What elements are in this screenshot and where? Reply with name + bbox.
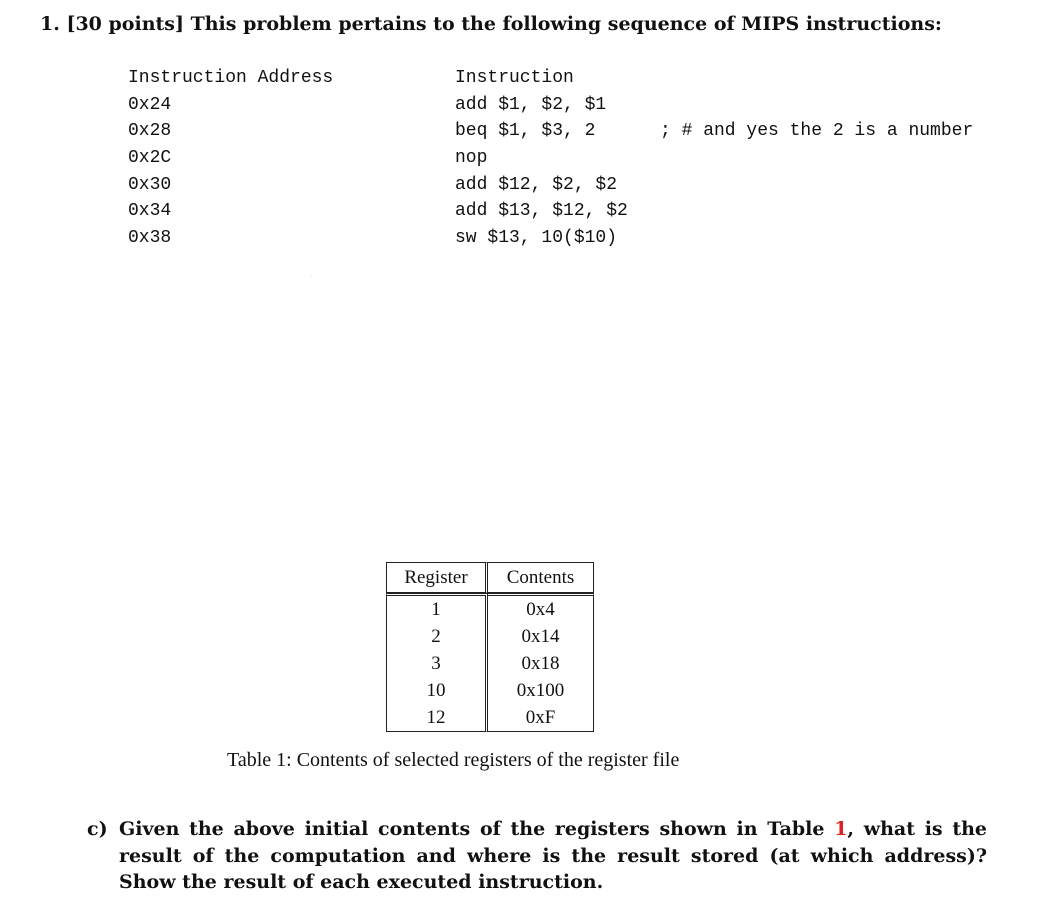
register-table [386, 562, 594, 732]
instruction-text: nop [455, 148, 488, 168]
question-text: This problem pertains to the following sequence of MIPS instructions: [190, 13, 942, 35]
register-contents: 0xF [488, 704, 594, 732]
part-c-label: c) [87, 818, 108, 840]
instruction-address: 0x30 [128, 175, 172, 195]
question-number: 1. [40, 13, 60, 35]
scan-artifact [311, 276, 312, 277]
question-points: [30 points] [66, 13, 184, 35]
question-header [40, 11, 1020, 37]
instruction-address: 0x28 [128, 121, 172, 141]
table-row [386, 623, 594, 650]
part-c-text-after: , what is the result of the computation and where is the result stored (at which address)? Show the result of each executed instruction. [119, 818, 987, 893]
instruction-text: add $13, $12, $2 [455, 201, 628, 221]
part-c-question [87, 816, 987, 896]
instruction-address: 0x2C [128, 148, 172, 168]
instruction-address: 0x24 [128, 95, 172, 115]
instruction-text: add $12, $2, $2 [455, 175, 618, 195]
part-c-text [119, 816, 987, 896]
register-column-header: Register [386, 562, 488, 593]
register-number: 12 [386, 704, 488, 732]
table-row [386, 677, 594, 704]
register-number: 3 [386, 650, 488, 677]
instruction-text: sw $13, 10($10) [455, 228, 618, 248]
table-reference-link[interactable]: 1 [834, 818, 848, 840]
address-column-header: Instruction Address [128, 68, 334, 88]
register-number: 2 [386, 623, 488, 650]
instruction-address: 0x34 [128, 201, 172, 221]
register-contents: 0x4 [488, 593, 594, 623]
instruction-text: add $1, $2, $1 [455, 95, 607, 115]
table-header-row [386, 562, 594, 593]
instruction-text: beq $1, $3, 2 [455, 121, 596, 141]
register-number: 1 [386, 593, 488, 623]
register-contents: 0x14 [488, 623, 594, 650]
part-c-text-before: Given the above initial contents of the registers shown in Table [119, 818, 835, 840]
register-contents: 0x100 [488, 677, 594, 704]
register-number: 10 [386, 677, 488, 704]
instruction-comment: ; # and yes the 2 is a number [660, 121, 974, 141]
table-row [386, 704, 594, 732]
table-row [386, 650, 594, 677]
instruction-address: 0x38 [128, 228, 172, 248]
register-contents: 0x18 [488, 650, 594, 677]
instruction-column-header: Instruction [455, 68, 574, 88]
table-caption: Table 1: Contents of selected registers of the register file [227, 749, 680, 771]
table-row [386, 593, 594, 623]
contents-column-header: Contents [488, 562, 594, 593]
